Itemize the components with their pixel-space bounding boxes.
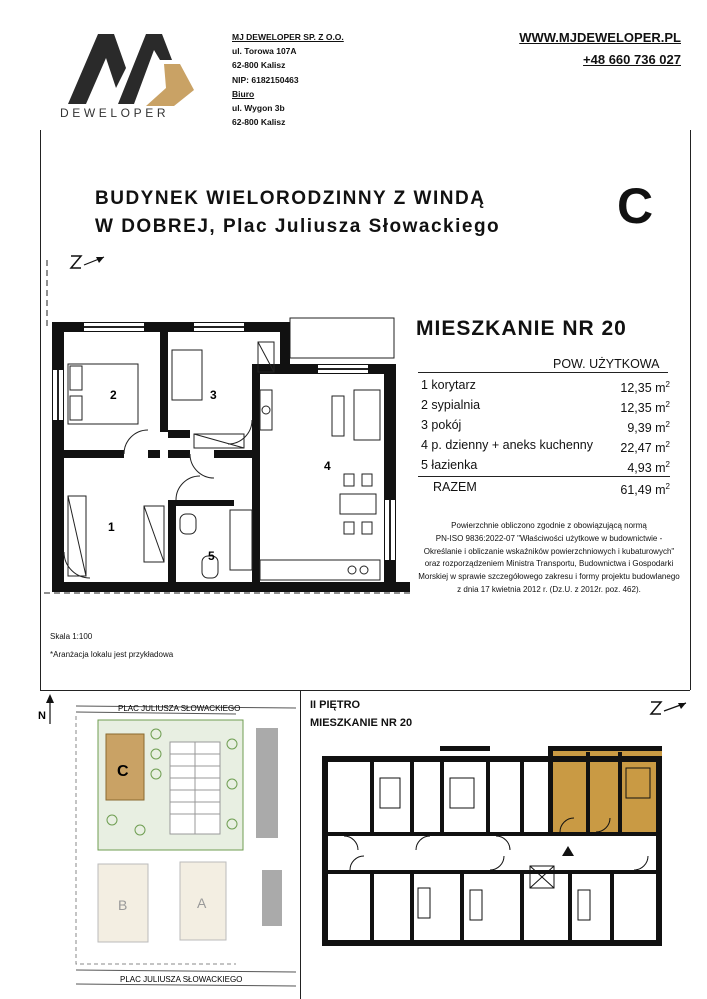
room-row [418,455,670,475]
room-row [418,395,670,415]
room-area: 12,35 m [620,381,666,396]
office-street: ul. Wygon 3b [232,103,285,114]
website-link[interactable]: WWW.MJDEWELOPER.PL [519,30,681,45]
building-letter: C [617,178,654,234]
office-label: Biuro [232,88,255,99]
floor-overview-plan [310,738,690,963]
site-building-c-label: C [117,763,129,780]
building-title-line1: BUDYNEK WIELORODZINNY Z WINDĄ [95,188,486,209]
site-plan [36,694,298,999]
room-area-unit: 2 [665,400,670,409]
phone-link[interactable]: +48 660 736 027 [583,52,681,67]
floor-label [310,696,412,732]
norm-note-line: Powierzchnie obliczono zgodnie z obowiązującą normą [451,521,647,530]
room-area: 12,35 m [620,401,666,416]
norm-note [418,520,680,597]
norm-note-line: Morskiej w sprawie szczegółowego zakresu i formy projektu budowlanego [418,572,680,582]
site-building-a-label: A [197,895,207,911]
company-city: 62-800 Kalisz [232,60,286,71]
apartment-title: MIESZKANIE NR 20 [416,317,627,340]
plan-room-number: 4 [324,459,331,473]
plan-room-number: 1 [108,520,115,534]
room-area-unit: 2 [665,460,670,469]
room-area: 9,39 m [627,421,666,436]
company-nip: NIP: 6182150463 [232,74,299,85]
site-north-label: N [38,710,46,722]
plan-room-number: 5 [208,549,215,563]
room-area: 22,47 m [620,441,666,456]
room-area: 4,93 m [627,461,666,476]
office-city: 62-800 Kalisz [232,117,286,128]
plan-room-number: 3 [210,388,217,402]
arrangement-note: *Aranżacja lokalu jest przykładowa [50,650,174,659]
building-title-line2: W DOBREJ, Plac Juliusza Słowackiego [95,216,501,237]
total-area-unit: 2 [665,482,670,491]
total-row [418,476,670,497]
room-label: 1 korytarz [421,378,476,392]
norm-note-line: Określanie i obliczanie wskaźników powierzchniowych i kubaturowych" [423,546,675,556]
room-area-unit: 2 [665,380,670,389]
scale-label: Skala 1:100 [50,632,93,641]
room-row [418,415,670,435]
apartment-floor-plan [44,260,416,610]
logo-wordmark: DEWELOPER [60,106,170,120]
frame-left-line [40,130,41,690]
street-top-label: PLAC JULIUSZA SŁOWACKIEGO [118,704,241,713]
plan-room-number: 2 [110,388,117,402]
contact-info [519,27,681,71]
floor-apartment-name: MIESZKANIE NR 20 [310,717,413,729]
section-divider [40,690,690,691]
norm-note-line: z dnia 17 kwietnia 2012 r. (Dz.U. z 2012r. poz. 462). [457,584,641,594]
frame-right-line [690,130,691,690]
street-bottom-label: PLAC JULIUSZA SŁOWACKIEGO [120,975,243,984]
room-area-unit: 2 [665,440,670,449]
total-label: RAZEM [433,480,477,494]
site-building-b-label: B [118,897,128,913]
room-label: 4 p. dzienny + aneks kuchenny [421,438,593,452]
room-areas-table [418,375,670,497]
company-street: ul. Torowa 107A [232,46,297,57]
company-name: MJ DEWELOPER SP. Z O.O. [232,32,344,42]
section-divider-vertical [300,690,301,999]
area-header: POW. UŻYTKOWA [553,357,660,371]
room-label: 3 pokój [421,418,462,432]
room-label: 2 sypialnia [421,398,481,412]
room-area-unit: 2 [665,420,670,429]
room-row [418,435,670,455]
north-arrow-icon [648,698,690,725]
norm-note-line: PN-ISO 9836:2022-07 "Właściwości użytkowe w budownictwie - [435,533,663,543]
total-area: 61,49 m [620,483,666,498]
company-info [232,30,344,129]
floor-name: II PIĘTRO [310,699,361,711]
area-header-divider [418,372,668,373]
company-logo [68,28,198,111]
norm-note-line: oraz rozporządzeniem Ministra Transportu, Budownictwa i Gospodarki [424,559,674,569]
room-row [418,375,670,395]
building-title [95,185,500,241]
room-label: 5 łazienka [421,458,478,472]
